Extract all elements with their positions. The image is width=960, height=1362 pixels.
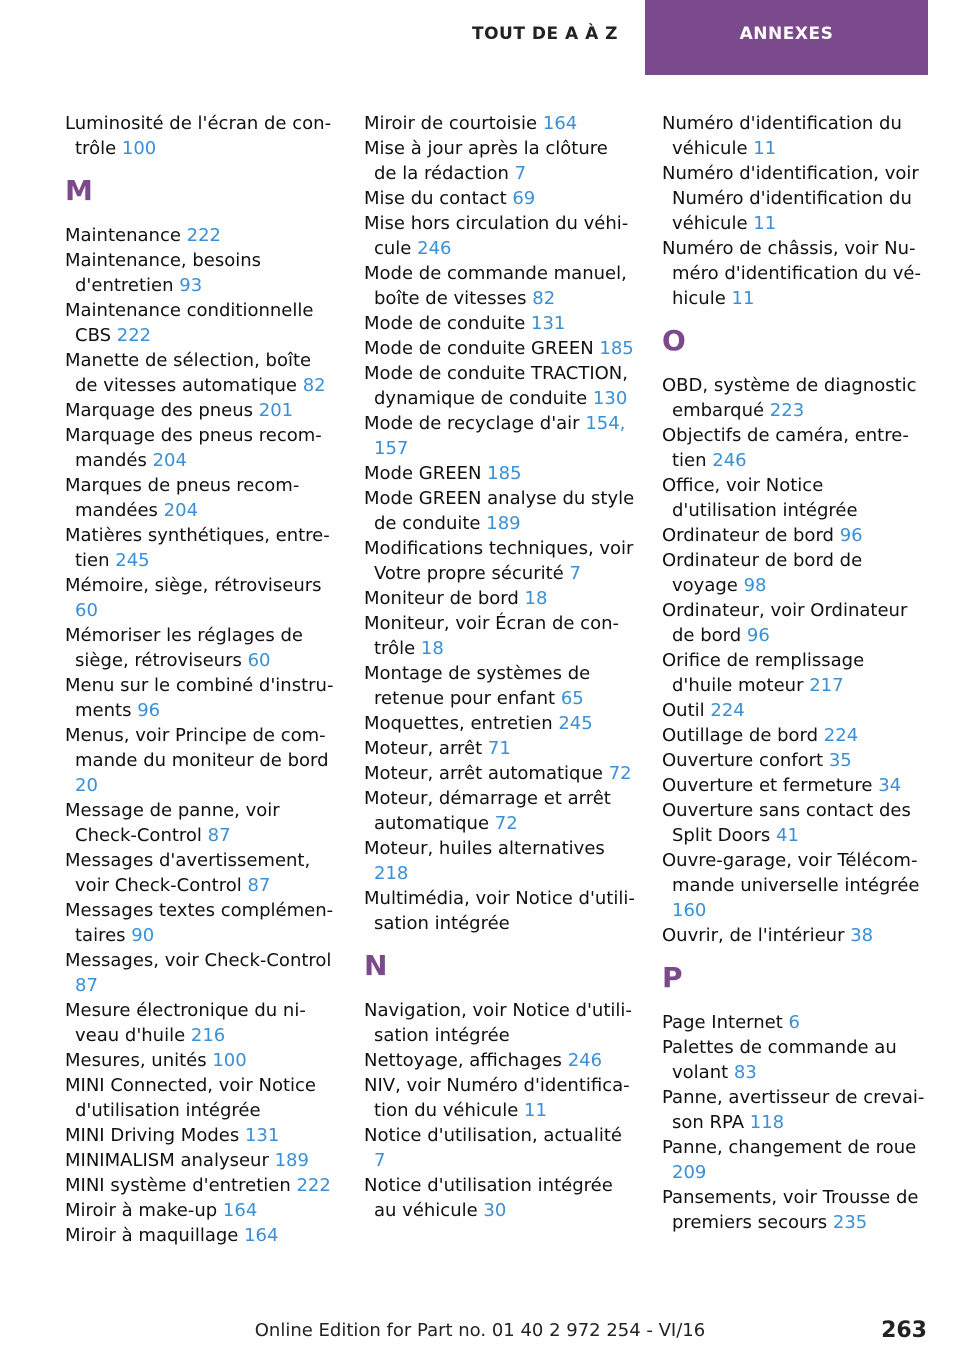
- index-entry: [662, 1185, 930, 1235]
- index-page-link[interactable]: 100: [212, 1050, 247, 1071]
- index-entry-term: Luminosité de l'écran de contrôle: [65, 113, 332, 159]
- index-letter-heading: M: [65, 174, 93, 207]
- index-page-link[interactable]: 245: [115, 550, 150, 571]
- index-page-link[interactable]: 96: [746, 625, 770, 646]
- index-entry: [364, 1123, 636, 1173]
- index-page-link[interactable]: 164: [222, 1200, 258, 1221]
- index-page-link[interactable]: 7: [514, 163, 527, 184]
- index-entry: [662, 548, 930, 598]
- index-entry: [364, 1073, 636, 1123]
- index-column-3: [662, 111, 930, 1235]
- index-entry-term: Mémoire, siège, rétroviseurs: [65, 575, 322, 596]
- index-entry: [364, 711, 636, 736]
- section-tab-label: ANNEXES: [739, 24, 834, 44]
- index-entry-term: Mode GREEN: [364, 463, 482, 484]
- index-entry-term: Objectifs de caméra, entretien: [662, 425, 909, 471]
- index-entry-term: Ordinateur de bord: [662, 525, 834, 546]
- index-entry: [65, 523, 337, 573]
- index-entry-term: Ouverture sans contact des Split Doors: [662, 800, 911, 846]
- index-entry-term: Ouverture et fermeture: [662, 775, 873, 796]
- index-entry: [364, 186, 636, 211]
- index-entry: [65, 473, 337, 523]
- index-entry: [364, 136, 636, 186]
- index-page-link[interactable]: 6: [788, 1012, 800, 1033]
- index-entry: [65, 298, 337, 348]
- index-entry: [662, 373, 930, 423]
- index-page-link[interactable]: 217: [809, 675, 844, 696]
- index-entry: [65, 848, 337, 898]
- index-page-link[interactable]: 82: [532, 288, 556, 309]
- index-entry-term: Moteur, huiles alternatives: [364, 838, 605, 859]
- index-entry-term: Mise à jour après la clôture de la rédaction: [364, 138, 608, 184]
- index-entry-term: Maintenance: [65, 225, 181, 246]
- index-page-link[interactable]: 185: [487, 463, 522, 484]
- index-entry: [364, 336, 636, 361]
- index-entry-term: OBD, système de diagnostic embarqué: [662, 375, 917, 421]
- index-entry-term: Outil: [662, 700, 705, 721]
- index-page-link[interactable]: 130: [592, 388, 628, 409]
- index-entry-term: Ouvre-garage, voir Télécommande universelle intégrée: [662, 850, 920, 896]
- index-entry-term: Numéro d'identification du véhicule: [662, 113, 902, 159]
- index-entry: [364, 486, 636, 536]
- index-letter-heading: P: [662, 961, 683, 994]
- index-entry-term: Ordinateur, voir Ordinateur de bord: [662, 600, 908, 646]
- index-entry-term: Mode GREEN analyse du style de conduite: [364, 488, 635, 534]
- index-entry: [364, 586, 636, 611]
- index-entry-term: Manette de sélection, boîte de vitesses automatique: [65, 350, 312, 396]
- index-entry-term: Marques de pneus recommandées: [65, 475, 300, 521]
- index-page-link[interactable]: 7: [569, 563, 581, 584]
- index-entry: [662, 1135, 930, 1185]
- index-entry-term: Montage de systèmes de retenue pour enfant: [364, 663, 591, 709]
- index-entry-term: MINI Driving Modes: [65, 1125, 240, 1146]
- index-entry: [662, 648, 930, 698]
- index-entry: [364, 836, 636, 886]
- index-page-link[interactable]: 72: [494, 813, 518, 834]
- index-entry: [662, 723, 930, 748]
- index-entry: [662, 848, 930, 923]
- index-page-link[interactable]: 185: [599, 338, 634, 359]
- index-entry-term: Miroir à make-up: [65, 1200, 218, 1221]
- index-entry-term: Nettoyage, affichages: [364, 1050, 562, 1071]
- index-page-link[interactable]: 222: [186, 225, 222, 246]
- index-entry: [65, 673, 337, 723]
- index-entry: [65, 1223, 337, 1248]
- index-page-link[interactable]: 224: [823, 725, 859, 746]
- index-entry-term: MINI système d'entretien: [65, 1175, 291, 1196]
- index-entry: [364, 1173, 636, 1223]
- index-entry-term: Notice d'utilisation, actualité: [364, 1125, 622, 1146]
- index-entry: [65, 948, 337, 998]
- index-entry: [364, 761, 636, 786]
- index-page-link[interactable]: 11: [524, 1100, 547, 1121]
- index-entry: [662, 111, 930, 161]
- index-entry-term: Mise hors circulation du véhicule: [364, 213, 629, 259]
- index-entry-term: Notice d'utilisation intégrée au véhicule: [364, 1175, 613, 1221]
- index-entry: [65, 798, 337, 848]
- index-page-link[interactable]: 189: [486, 513, 521, 534]
- index-page-link[interactable]: 216: [190, 1025, 226, 1046]
- index-entry-term: Outillage de bord: [662, 725, 819, 746]
- index-page-link[interactable]: 96: [137, 700, 161, 721]
- index-entry-term: Panne, avertisseur de crevaison RPA: [662, 1087, 925, 1133]
- index-entry: [364, 461, 636, 486]
- index-entry: [662, 1085, 930, 1135]
- index-page-link[interactable]: 222: [296, 1175, 331, 1196]
- index-page-link[interactable]: 118: [749, 1112, 785, 1133]
- index-entry: [662, 523, 930, 548]
- index-entry-term: Menu sur le combiné d'instruments: [65, 675, 334, 721]
- index-entry: [364, 261, 636, 311]
- index-page-link[interactable]: 87: [75, 975, 98, 996]
- index-entry: [364, 111, 636, 136]
- index-entry: [65, 223, 337, 248]
- index-entry-term: Page Internet: [662, 1012, 783, 1033]
- index-entry: [662, 236, 930, 311]
- index-entry: [65, 898, 337, 948]
- index-entry-term: Mesures, unités: [65, 1050, 207, 1071]
- index-page-link[interactable]: 41: [776, 825, 799, 846]
- index-entry-term: Moquettes, entretien: [364, 713, 553, 734]
- index-letter-heading: O: [662, 324, 686, 357]
- index-entry: [65, 398, 337, 423]
- index-page-link[interactable]: 18: [524, 588, 548, 609]
- index-entry-term: NIV, voir Numéro d'identification du véhicule: [364, 1075, 630, 1121]
- index-entry: [364, 1048, 636, 1073]
- index-entry-term: Moteur, démarrage et arrêt automatique: [364, 788, 611, 834]
- index-page-link[interactable]: 201: [258, 400, 294, 421]
- index-entry-term: Messages d'avertissement, voir Check-Control: [65, 850, 311, 896]
- index-entry-term: Mise du contact: [364, 188, 507, 209]
- index-entry-term: Marquage des pneus recommandés: [65, 425, 322, 471]
- index-entry-term: Numéro de châssis, voir Numéro d'identification du véhicule: [662, 238, 921, 309]
- index-entry: [662, 161, 930, 236]
- index-entry-term: Navigation, voir Notice d'utilisation intégrée: [364, 1000, 632, 1046]
- index-entry-term: MINIMALISM analyseur: [65, 1150, 269, 1171]
- index-entry-term: Maintenance, besoins d'entretien: [65, 250, 262, 296]
- index-entry: [65, 623, 337, 673]
- index-entry: [364, 998, 636, 1048]
- index-entry: [662, 473, 930, 523]
- index-entry-term: Panne, changement de roue: [662, 1137, 917, 1158]
- index-page-link[interactable]: 222: [116, 325, 152, 346]
- index-page-link[interactable]: 154, 157: [374, 413, 626, 459]
- index-entry-term: Pansements, voir Trousse de premiers secours: [662, 1187, 919, 1233]
- index-page-link[interactable]: 189: [274, 1150, 309, 1171]
- index-entry-term: Mode de recyclage d'air: [364, 413, 580, 434]
- index-entry: [65, 348, 337, 398]
- index-page-link[interactable]: 98: [743, 575, 767, 596]
- index-page-link[interactable]: 164: [542, 113, 578, 134]
- index-letter-heading: N: [364, 949, 388, 982]
- index-entry-term: Messages textes complémentaires: [65, 900, 334, 946]
- index-entry-term: Miroir à maquillage: [65, 1225, 239, 1246]
- index-page-link[interactable]: 204: [152, 450, 187, 471]
- index-page-link[interactable]: 60: [75, 600, 98, 621]
- index-entry: [364, 886, 636, 936]
- index-page-link[interactable]: 34: [878, 775, 902, 796]
- index-entry-term: Ordinateur de bord de voyage: [662, 550, 863, 596]
- index-page-link[interactable]: 11: [731, 288, 755, 309]
- index-entry-term: Mode de conduite: [364, 313, 526, 334]
- section-tab[interactable]: [645, 0, 928, 75]
- index-page-link[interactable]: 65: [560, 688, 584, 709]
- index-page-link[interactable]: 71: [487, 738, 511, 759]
- index-page-link[interactable]: 35: [828, 750, 852, 771]
- index-entry-term: Mode de conduite GREEN: [364, 338, 594, 359]
- index-entry: [364, 361, 636, 411]
- page-number: 263: [881, 1318, 927, 1343]
- index-page-link[interactable]: 164: [244, 1225, 279, 1246]
- index-page-link[interactable]: 83: [733, 1062, 757, 1083]
- index-entry-term: MINI Connected, voir Notice d'utilisation intégrée: [65, 1075, 316, 1121]
- index-entry-term: Mémoriser les réglages de siège, rétroviseurs: [65, 625, 303, 671]
- index-entry-term: Palettes de commande au volant: [662, 1037, 897, 1083]
- index-entry: [364, 611, 636, 661]
- index-column-1: [65, 111, 337, 1248]
- index-entry: [364, 211, 636, 261]
- index-page-link[interactable]: 160: [672, 900, 707, 921]
- index-page-link[interactable]: 223: [769, 400, 805, 421]
- index-page-link[interactable]: 90: [131, 925, 155, 946]
- index-page-link[interactable]: 224: [710, 700, 745, 721]
- index-page-link[interactable]: 246: [567, 1050, 603, 1071]
- index-page-link[interactable]: 87: [207, 825, 231, 846]
- index-entry: [65, 1048, 337, 1073]
- index-page-link[interactable]: 72: [608, 763, 632, 784]
- index-page-link[interactable]: 93: [179, 275, 203, 296]
- index-page-link[interactable]: 87: [247, 875, 271, 896]
- index-page-link[interactable]: 38: [850, 925, 874, 946]
- index-page-link[interactable]: 218: [374, 863, 409, 884]
- index-entry-term: Mode de commande manuel, boîte de vitesses: [364, 263, 627, 309]
- index-entry-term: Multimédia, voir Notice d'utilisation intégrée: [364, 888, 635, 934]
- index-page-link[interactable]: 82: [302, 375, 326, 396]
- section-link[interactable]: TOUT DE A À Z: [472, 24, 618, 44]
- index-entry-term: Moteur, arrêt: [364, 738, 483, 759]
- index-entry-term: Modifications techniques, voir Votre propre sécurité: [364, 538, 634, 584]
- index-entry-term: Mode de conduite TRACTION, dynamique de conduite: [364, 363, 628, 409]
- index-entry-term: Maintenance conditionnelle CBS: [65, 300, 314, 346]
- index-entry: [65, 423, 337, 473]
- index-entry: [364, 311, 636, 336]
- index-entry-term: Moniteur de bord: [364, 588, 519, 609]
- index-page-link[interactable]: 100: [121, 138, 157, 159]
- index-entry: [364, 661, 636, 711]
- index-entry-term: Office, voir Notice d'utilisation intégrée: [662, 475, 858, 521]
- index-page-link[interactable]: 204: [163, 500, 199, 521]
- index-page-link[interactable]: 235: [832, 1212, 868, 1233]
- index-entry: [662, 423, 930, 473]
- index-entry: [662, 923, 930, 948]
- index-entry: [662, 1035, 930, 1085]
- index-page-link[interactable]: 11: [753, 213, 777, 234]
- index-page-link[interactable]: 30: [483, 1200, 507, 1221]
- index-entry-term: Matières synthétiques, entretien: [65, 525, 330, 571]
- index-page-link[interactable]: 246: [417, 238, 452, 259]
- index-entry: [65, 1073, 337, 1123]
- index-entry-term: Marquage des pneus: [65, 400, 254, 421]
- footer-text: Online Edition for Part no. 01 40 2 972 254 - VI/16: [254, 1320, 706, 1341]
- index-page-link[interactable]: 20: [75, 775, 98, 796]
- index-entry-term: Message de panne, voir Check-Control: [65, 800, 280, 846]
- index-entry-term: Miroir de courtoisie: [364, 113, 538, 134]
- index-entry: [65, 1173, 337, 1198]
- index-entry: [364, 736, 636, 761]
- index-entry: [364, 411, 636, 461]
- index-page-link[interactable]: 18: [420, 638, 444, 659]
- index-entry: [662, 798, 930, 848]
- index-column-2: [364, 111, 636, 1223]
- index-entry-term: Messages, voir Check-Control: [65, 950, 332, 971]
- index-entry: [65, 723, 337, 798]
- index-entry: [65, 998, 337, 1048]
- index-entry: [662, 1010, 930, 1035]
- index-entry: [364, 536, 636, 586]
- index-page-link[interactable]: 11: [753, 138, 777, 159]
- index-entry: [65, 1148, 337, 1173]
- index-entry-term: Ouverture confort: [662, 750, 824, 771]
- index-entry: [65, 1198, 337, 1223]
- index-entry-term: Moniteur, voir Écran de contrôle: [364, 613, 619, 659]
- index-page-link[interactable]: 131: [531, 313, 566, 334]
- index-entry: [662, 698, 930, 723]
- index-entry: [65, 573, 337, 623]
- index-entry-term: Ouvrir, de l'intérieur: [662, 925, 845, 946]
- index-page-link[interactable]: 69: [512, 188, 536, 209]
- index-page-link[interactable]: 60: [247, 650, 271, 671]
- index-entry: [662, 748, 930, 773]
- index-page-link[interactable]: 245: [558, 713, 593, 734]
- index-entry-term: Mesure électronique du niveau d'huile: [65, 1000, 306, 1046]
- index-entry-term: Orifice de remplissage d'huile moteur: [662, 650, 865, 696]
- index-page-link[interactable]: 246: [712, 450, 747, 471]
- index-page-link[interactable]: 209: [672, 1162, 707, 1183]
- index-page-link[interactable]: 131: [244, 1125, 280, 1146]
- index-entry: [65, 111, 337, 161]
- index-entry: [65, 248, 337, 298]
- index-page-link[interactable]: 96: [839, 525, 863, 546]
- index-entry-term: Menus, voir Principe de commande du moniteur de bord: [65, 725, 329, 771]
- index-entry-term: Numéro d'identification, voir Numéro d'identification du véhicule: [662, 163, 919, 234]
- index-page-link[interactable]: 7: [374, 1150, 386, 1171]
- index-entry: [662, 598, 930, 648]
- index-entry: [65, 1123, 337, 1148]
- index-entry-term: Moteur, arrêt automatique: [364, 763, 603, 784]
- index-entry: [662, 773, 930, 798]
- index-entry: [364, 786, 636, 836]
